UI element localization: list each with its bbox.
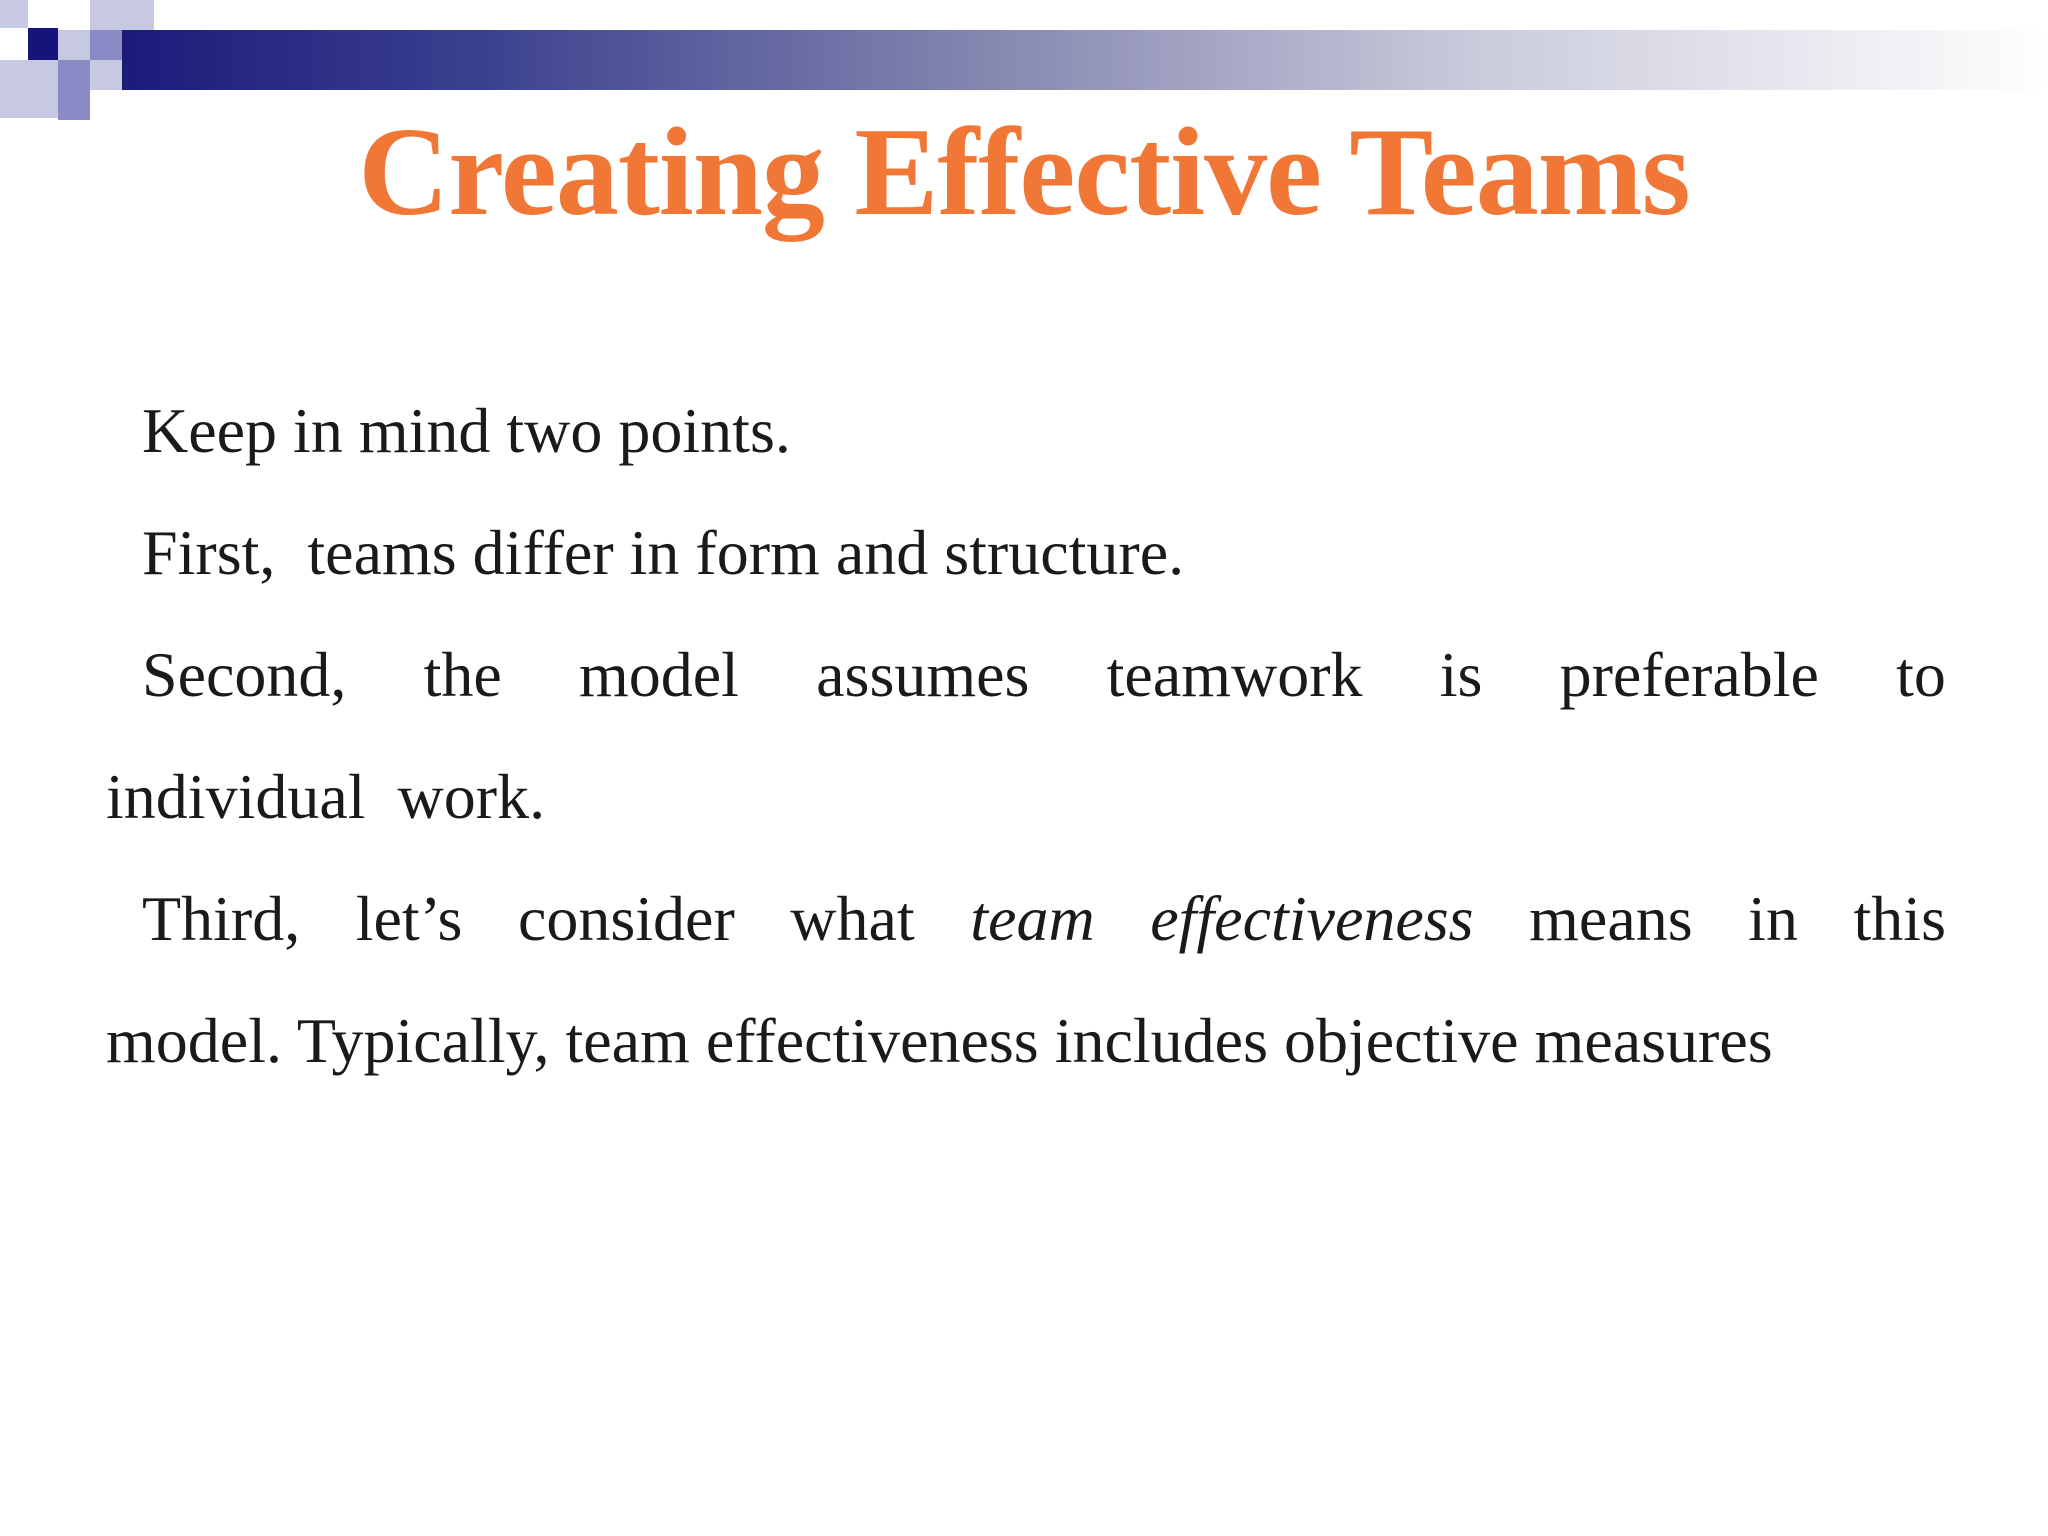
word: assumes [816, 639, 1030, 710]
word: let’s [355, 883, 463, 954]
decorative-square [90, 30, 122, 60]
paragraph-third-line-1 [106, 858, 1946, 980]
slide-body [106, 370, 1946, 1102]
word: in [1748, 883, 1798, 954]
paragraph-third-line-2: model. Typically, team effectiveness includes objective measures [106, 1005, 1773, 1076]
word: model [578, 639, 739, 710]
header-gradient-band [122, 30, 2048, 90]
word-italic: effectiveness [1150, 883, 1474, 954]
paragraph-second-line-2: individual work. [106, 761, 546, 832]
word: what [790, 883, 915, 954]
paragraph-keep-in-mind: Keep in mind two points. [142, 395, 791, 466]
word: preferable [1559, 639, 1819, 710]
decorative-square [90, 0, 154, 30]
word: means [1529, 883, 1693, 954]
word: Third, [142, 883, 301, 954]
decorative-square [0, 0, 28, 28]
word: this [1853, 883, 1946, 954]
word: to [1896, 639, 1946, 710]
decorative-square [28, 28, 58, 60]
word: is [1439, 639, 1483, 710]
paragraph-first: First, teams differ in form and structure. [142, 517, 1185, 588]
word: the [423, 639, 502, 710]
paragraph-second-line-1 [106, 614, 1946, 736]
word: consider [517, 883, 735, 954]
decorative-square [90, 60, 122, 90]
word-italic: team [970, 883, 1095, 954]
word: Second, [142, 639, 347, 710]
slide-title: Creating Effective Teams [358, 103, 1690, 242]
decorative-square [58, 30, 90, 60]
word: teamwork [1106, 639, 1363, 710]
